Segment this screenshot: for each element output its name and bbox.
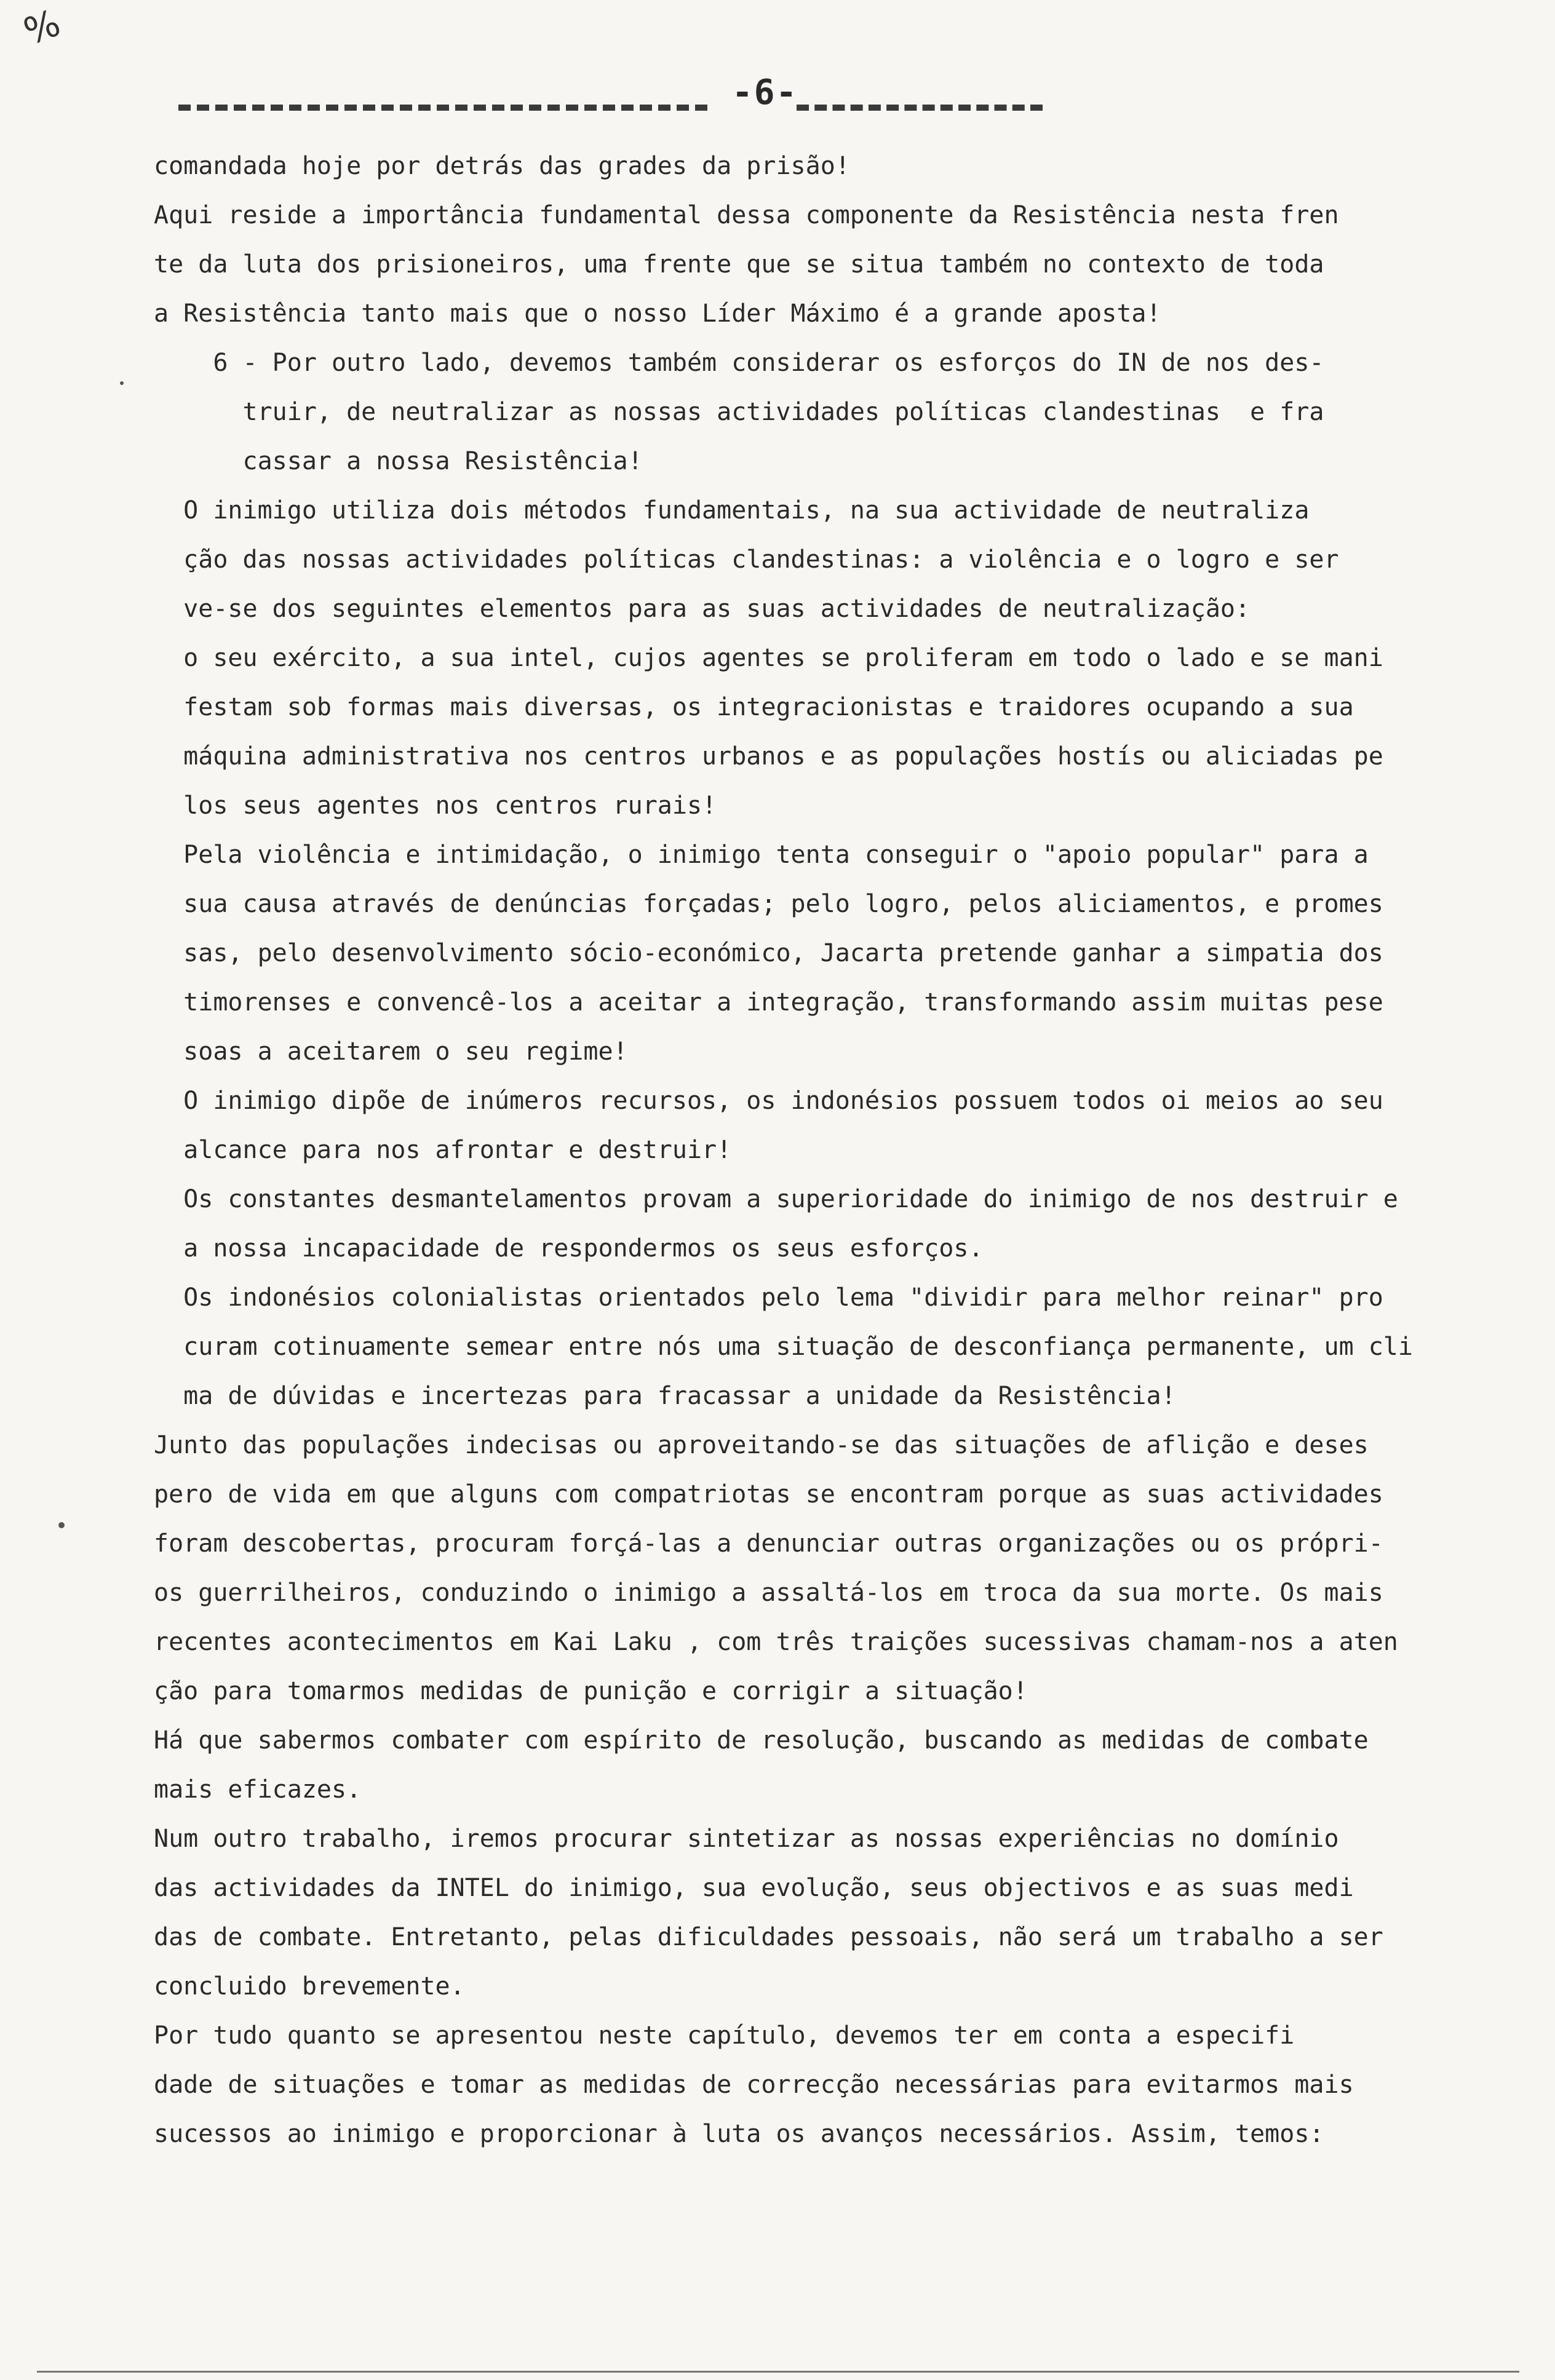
corner-mark: % — [18, 1, 66, 54]
text-line: sas, pelo desenvolvimento sócio-económico, Jacarta pretende ganhar a simpatia dos — [154, 939, 1383, 967]
text-line: Junto das populações indecisas ou aproveitando-se das situações de aflição e deses — [154, 1431, 1369, 1459]
text-line: os guerrilheiros, conduzindo o inimigo a assaltá-los em troca da sua morte. Os mais — [154, 1579, 1383, 1607]
text-line: soas a aceitarem o seu regime! — [154, 1037, 628, 1066]
text-line: truir, de neutralizar as nossas actividades políticas clandestinas e fra — [154, 398, 1324, 426]
text-line: das actividades da INTEL do inimigo, sua evolução, seus objectivos e as suas medi — [154, 1874, 1354, 1902]
text-line: te da luta dos prisioneiros, uma frente que se situa também no contexto de toda — [154, 250, 1324, 279]
text-line: festam sob formas mais diversas, os integracionistas e traidores ocupando a sua — [154, 693, 1354, 721]
footer-rule — [37, 2371, 1519, 2373]
text-line: ção para tomarmos medidas de punição e corrigir a situação! — [154, 1677, 1028, 1705]
text-line: timorenses e convencê-los a aceitar a integração, transformando assim muitas pese — [154, 988, 1383, 1017]
text-line: o seu exército, a sua intel, cujos agentes se proliferam em todo o lado e se mani — [154, 644, 1383, 672]
page-speck — [58, 1522, 65, 1528]
text-line: O inimigo utiliza dois métodos fundamentais, na sua actividade de neutraliza — [154, 496, 1310, 525]
text-line: Os indonésios colonialistas orientados pelo lema "dividir para melhor reinar" pro — [154, 1283, 1383, 1312]
text-line: 6 - Por outro lado, devemos também considerar os esforços do IN de nos des- — [154, 349, 1324, 377]
header-rule-left — [178, 105, 707, 111]
text-line: mais eficazes. — [154, 1775, 362, 1804]
page-number: -6- — [732, 73, 798, 113]
text-line: máquina administrativa nos centros urbanos e as populações hostís ou aliciadas pe — [154, 742, 1383, 771]
text-line: recentes acontecimentos em Kai Laku , com três traições sucessivas chamam-nos a aten — [154, 1628, 1398, 1656]
text-line: sucessos ao inimigo e proporcionar à luta os avanços necessários. Assim, temos: — [154, 2120, 1324, 2148]
text-line: foram descobertas, procuram forçá-las a denunciar outras organizações ou os própri- — [154, 1529, 1383, 1558]
header-rule-right — [797, 105, 1043, 111]
text-line: dade de situações e tomar as medidas de correcção necessárias para evitarmos mais — [154, 2071, 1354, 2099]
text-line: comandada hoje por detrás das grades da prisão! — [154, 152, 850, 180]
text-line: Pela violência e intimidação, o inimigo tenta conseguir o "apoio popular" para a — [154, 841, 1369, 869]
body-text — [154, 141, 1458, 2159]
text-line: pero de vida em que alguns com compatriotas se encontram porque as suas actividades — [154, 1480, 1383, 1509]
text-line: Aqui reside a importância fundamental dessa componente da Resistência nesta fren — [154, 201, 1339, 229]
text-line: O inimigo dipõe de inúmeros recursos, os indonésios possuem todos oi meios ao seu — [154, 1087, 1383, 1115]
text-line: a nossa incapacidade de respondermos os seus esforços. — [154, 1234, 984, 1263]
text-line: concluido brevemente. — [154, 1972, 465, 2001]
text-line: ma de dúvidas e incertezas para fracassar a unidade da Resistência! — [154, 1382, 1176, 1410]
text-line: Os constantes desmantelamentos provam a superioridade do inimigo de nos destruir e — [154, 1185, 1398, 1213]
text-line: alcance para nos afrontar e destruir! — [154, 1136, 732, 1164]
text-line: ção das nossas actividades políticas clandestinas: a violência e o logro e ser — [154, 545, 1339, 574]
text-line: Há que sabermos combater com espírito de resolução, buscando as medidas de combate — [154, 1726, 1369, 1755]
text-line: das de combate. Entretanto, pelas dificuldades pessoais, não será um trabalho a ser — [154, 1923, 1383, 1951]
text-line: curam cotinuamente semear entre nós uma situação de desconfiança permanente, um cli — [154, 1333, 1413, 1361]
text-line: Por tudo quanto se apresentou neste capítulo, devemos ter em conta a especifi — [154, 2021, 1295, 2050]
text-line: cassar a nossa Resistência! — [154, 447, 643, 475]
text-line: Num outro trabalho, iremos procurar sintetizar as nossas experiências no domínio — [154, 1825, 1339, 1853]
text-line: a Resistência tanto mais que o nosso Líder Máximo é a grande aposta! — [154, 299, 1161, 328]
page-speck — [120, 381, 124, 385]
text-line: los seus agentes nos centros rurais! — [154, 791, 717, 820]
text-line: ve-se dos seguintes elementos para as suas actividades de neutralização: — [154, 595, 1251, 623]
text-line: sua causa através de denúncias forçadas; pelo logro, pelos aliciamentos, e promes — [154, 890, 1383, 918]
